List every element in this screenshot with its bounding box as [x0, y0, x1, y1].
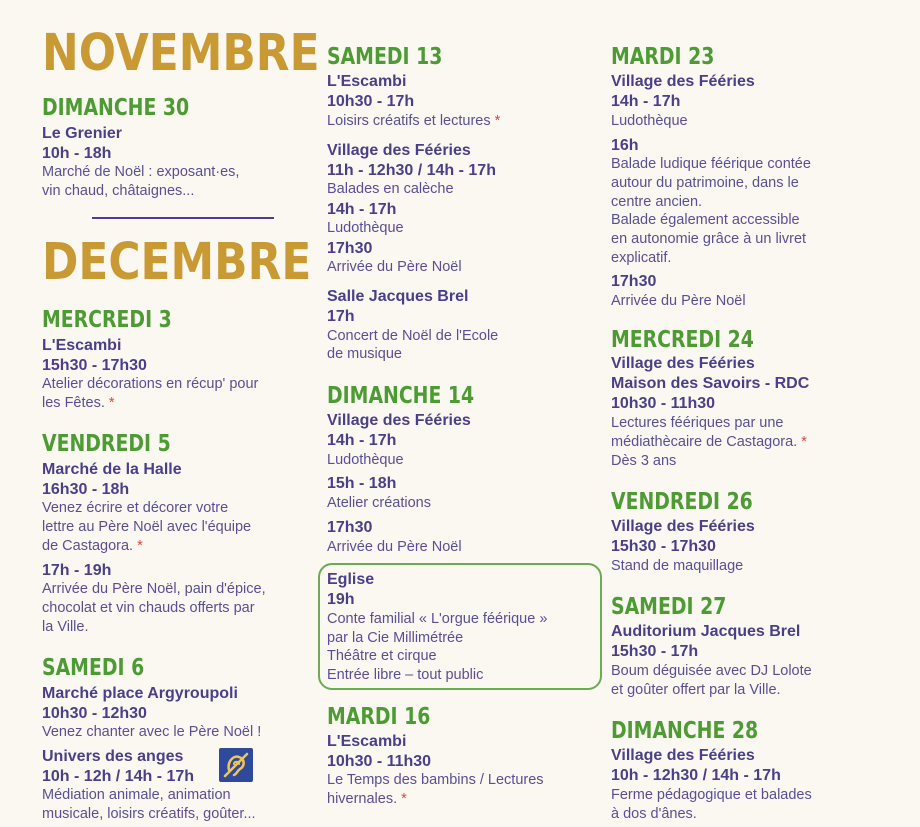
section-divider [92, 217, 274, 219]
day-dimanche-14: DIMANCHE 14 [327, 383, 475, 409]
desc: les Fêtes. [42, 395, 105, 411]
asterisk: * [801, 434, 807, 450]
desc-line [42, 394, 115, 413]
desc: Conte familial « L'orgue féérique » [327, 611, 548, 627]
desc: Boum déguisée avec DJ Lolote [611, 663, 812, 679]
desc: Arrivée du Père Noël [327, 259, 462, 275]
place: Salle Jacques Brel [327, 288, 469, 305]
place: Marché de la Halle [42, 461, 182, 478]
time: 15h30 - 17h30 [42, 357, 147, 374]
time: 10h30 - 11h30 [611, 395, 716, 412]
asterisk: * [137, 538, 143, 554]
time: 17h30 [327, 240, 373, 257]
day-samedi-6: SAMEDI 6 [42, 655, 145, 681]
desc: chocolat et vin chauds offerts par [42, 600, 255, 616]
desc: Lectures féériques par une [611, 415, 784, 431]
desc: Balade ludique féérique contée [611, 156, 811, 172]
place: Marché place Argyroupoli [42, 685, 238, 702]
desc: Marché de Noël : exposant·es, [42, 164, 240, 180]
desc: Concert de Noël de l'Ecole [327, 328, 499, 344]
day-mardi-16: MARDI 16 [327, 704, 431, 730]
desc: Le Temps des bambins / Lectures [327, 772, 544, 788]
time: 15h30 - 17h30 [611, 538, 716, 555]
time: 15h30 - 17h [611, 643, 699, 660]
desc-line [327, 790, 407, 809]
time: 17h30 [611, 273, 657, 290]
time: 14h - 17h [611, 93, 681, 110]
desc: Balades en calèche [327, 181, 454, 197]
desc: autour du patrimoine, dans le [611, 175, 799, 191]
desc: Atelier créations [327, 495, 431, 511]
desc: médiathècaire de Castagora. [611, 434, 798, 450]
time: 19h [327, 591, 355, 608]
desc: Entrée libre – tout public [327, 667, 484, 683]
desc: Arrivée du Père Noël, pain d'épice, [42, 581, 266, 597]
desc: Théâtre et cirque [327, 648, 437, 664]
desc: Ludothèque [327, 220, 404, 236]
desc: la Ville. [42, 619, 89, 635]
day-mardi-23: MARDI 23 [611, 44, 715, 70]
month-decembre: DECEMBRE [42, 233, 312, 292]
desc: Atelier décorations en récup' pour [42, 376, 259, 392]
desc: Ludothèque [327, 452, 404, 468]
desc: musicale, loisirs créatifs, goûter... [42, 806, 256, 822]
time: 16h [611, 137, 639, 154]
desc: Dès 3 ans [611, 453, 677, 469]
place: L'Escambi [42, 337, 122, 354]
time: 10h - 12h30 / 14h - 17h [611, 767, 781, 784]
place: Village des Fééries [327, 142, 471, 159]
desc: à dos d'ânes. [611, 806, 697, 822]
time: 10h - 18h [42, 145, 112, 162]
desc: Ferme pédagogique et balades [611, 787, 812, 803]
place-eglise: Eglise [327, 571, 375, 588]
desc: de musique [327, 346, 402, 362]
day-dimanche-28: DIMANCHE 28 [611, 718, 759, 744]
desc: et goûter offert par la Ville. [611, 682, 781, 698]
desc: par la Cie Millimétrée [327, 630, 464, 646]
asterisk: * [494, 113, 501, 129]
desc: Stand de maquillage [611, 558, 744, 574]
place: Village des Fééries [611, 518, 755, 535]
time: 14h - 17h [327, 432, 397, 449]
time: 17h [327, 308, 355, 325]
desc: Venez chanter avec le Père Noël ! [42, 724, 262, 740]
desc: en autonomie grâce à un livret [611, 231, 807, 247]
desc: centre ancien. [611, 194, 703, 210]
desc: Arrivée du Père Noël [327, 539, 462, 555]
desc: Loisirs créatifs et lectures [327, 113, 491, 129]
day-samedi-27: SAMEDI 27 [611, 594, 727, 620]
place: Village des Fééries [611, 355, 755, 372]
time: 10h30 - 17h [327, 93, 415, 110]
desc: Balade également accessible [611, 212, 800, 228]
day-mercredi-3: MERCREDI 3 [42, 307, 172, 333]
time: 10h - 12h / 14h - 17h [42, 768, 195, 785]
time: 15h - 18h [327, 475, 397, 492]
desc: Médiation animale, animation [42, 787, 231, 803]
desc: vin chaud, châtaignes... [42, 183, 195, 199]
desc: Venez écrire et décorer votre [42, 500, 229, 516]
day-dimanche-30: DIMANCHE 30 [42, 95, 190, 121]
time: 16h30 - 18h [42, 481, 130, 498]
time: 17h - 19h [42, 562, 112, 579]
desc-line [42, 537, 143, 556]
day-vendredi-26: VENDREDI 26 [611, 489, 753, 515]
place: Village des Fééries [611, 73, 755, 90]
place: Village des Fééries [327, 412, 471, 429]
desc-line [611, 433, 807, 452]
asterisk: * [401, 791, 407, 807]
hearing-accessibility-icon [219, 748, 253, 782]
time: 11h - 12h30 / 14h - 17h [327, 162, 496, 179]
place: L'Escambi [327, 733, 407, 750]
time: 10h30 - 12h30 [42, 705, 147, 722]
day-mercredi-24: MERCREDI 24 [611, 327, 754, 353]
desc: Ludothèque [611, 113, 688, 129]
place: L'Escambi [327, 73, 407, 90]
desc: explicatif. [611, 250, 672, 266]
desc: Arrivée du Père Noël [611, 293, 746, 309]
place: Auditorium Jacques Brel [611, 623, 801, 640]
place-le-grenier: Le Grenier [42, 125, 123, 142]
time: 10h30 - 11h30 [327, 753, 432, 770]
asterisk: * [108, 395, 115, 411]
place: Univers des anges [42, 748, 184, 765]
desc: lettre au Père Noël avec l'équipe [42, 519, 252, 535]
place: Village des Fééries [611, 747, 755, 764]
desc-line [327, 112, 500, 131]
desc: de Castagora. [42, 538, 134, 554]
place: Maison des Savoirs - RDC [611, 375, 810, 392]
time: 14h - 17h [327, 201, 397, 218]
day-samedi-13: SAMEDI 13 [327, 44, 443, 70]
desc: hivernales. [327, 791, 398, 807]
month-novembre: NOVEMBRE [42, 24, 320, 83]
time: 17h30 [327, 519, 373, 536]
day-vendredi-5: VENDREDI 5 [42, 431, 171, 457]
